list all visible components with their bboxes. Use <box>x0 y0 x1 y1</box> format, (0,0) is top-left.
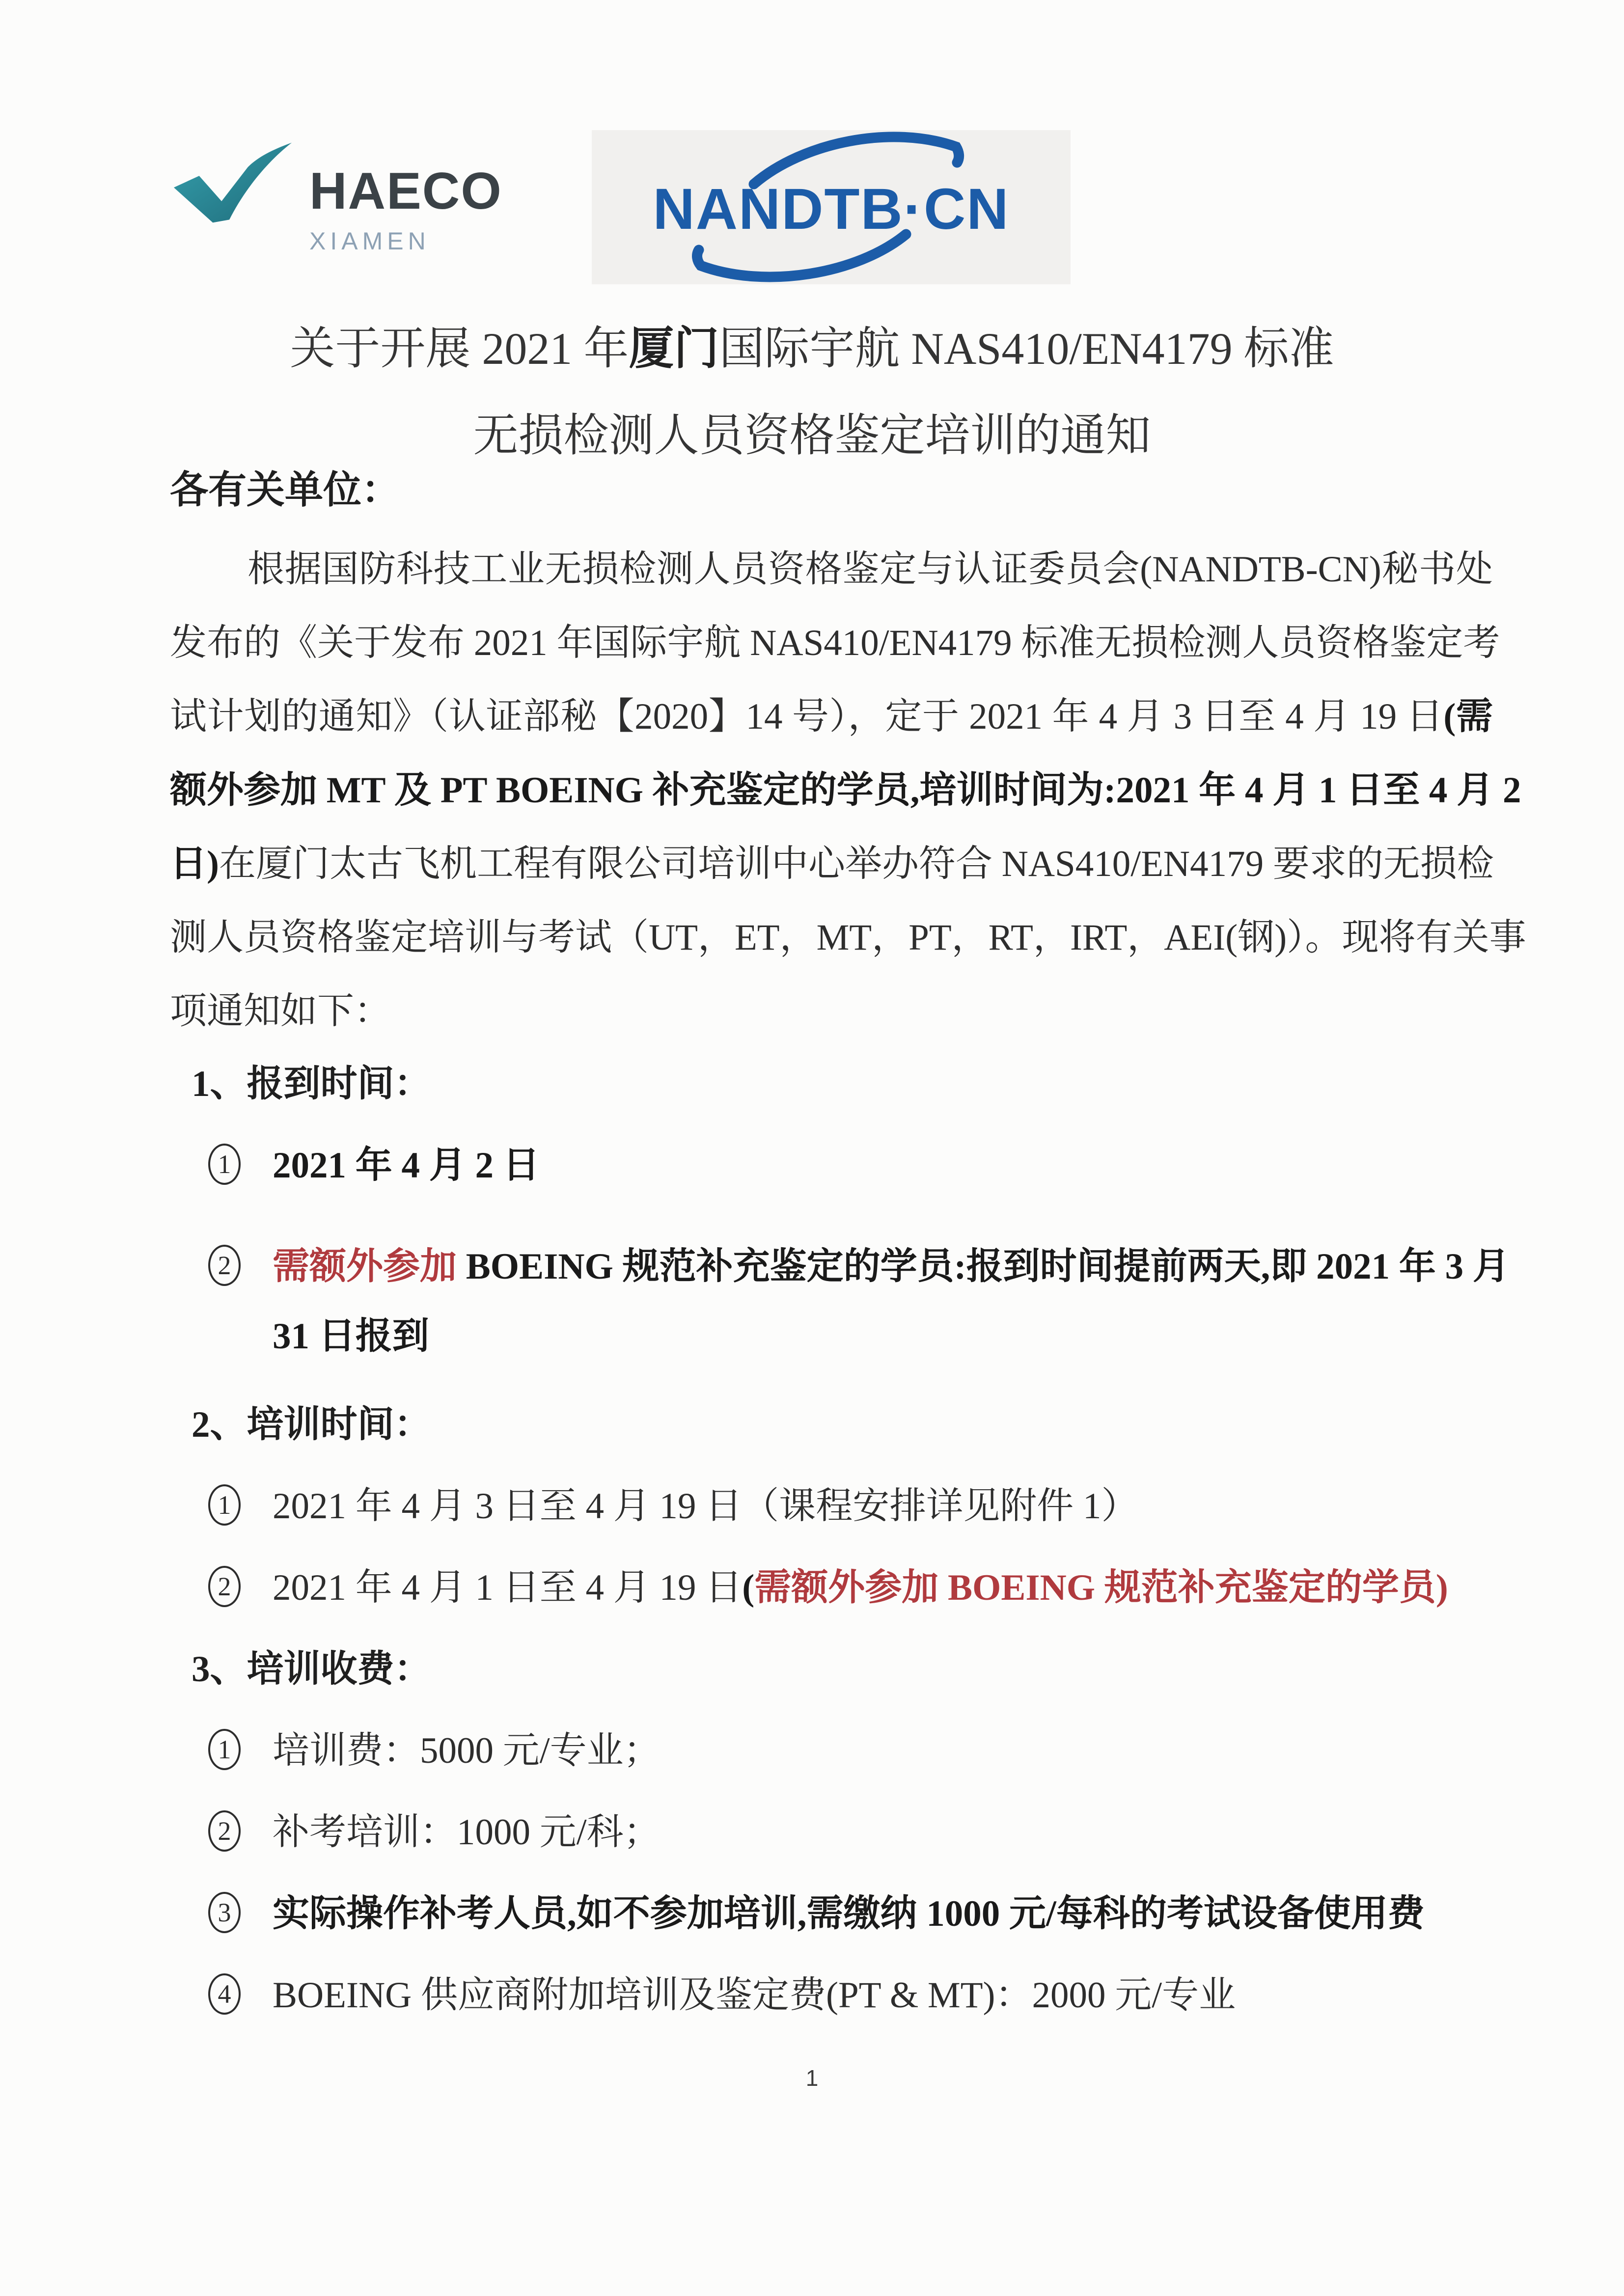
intro-line: 试计划的通知》（认证部秘【2020】14 号），定于 2021 年 4 月 3 日至 4 月 19 日(需 <box>170 696 1493 737</box>
nandtb-logo <box>592 130 1071 284</box>
section-training-time <box>170 1383 1493 1623</box>
circled-number-marker: 2 <box>208 1810 241 1852</box>
nandtb-wordmark: NANDTB·CN <box>653 177 1010 242</box>
item-text: 31 日报到 <box>273 1316 429 1357</box>
item-text: BOEING 供应商附加培训及鉴定费(PT & MT)：2000 元/专业 <box>273 1975 1236 2016</box>
circled-number-marker: 1 <box>208 1144 241 1185</box>
salutation: 各有关单位： <box>170 468 400 511</box>
circled-number-marker: 1 <box>208 1484 241 1526</box>
title-emphasis: 厦门 <box>629 324 719 374</box>
intro-line: 项通知如下： <box>170 991 391 1032</box>
list-item <box>170 1131 1493 1201</box>
notice-sections <box>170 1049 1510 2042</box>
section-heading: 3、培训收费： <box>192 1649 431 1690</box>
intro-line: 发布的《关于发布 2021 年国际宇航 NAS410/EN4179 标准无损检测人员资格鉴定考 <box>170 623 1500 663</box>
haeco-brand: HAECO <box>309 162 502 220</box>
item-text: 2021 年 4 月 1 日至 4 月 19 日(需额外参加 BOEING 规范补充鉴定的学员) <box>273 1567 1448 1608</box>
page-number: 1 <box>805 2065 819 2091</box>
circled-number-marker: 3 <box>208 1892 241 1933</box>
item-text: 培训费：5000 元/专业； <box>273 1730 661 1771</box>
haeco-subtitle: XIAMEN <box>309 227 430 255</box>
circled-number-marker: 1 <box>208 1729 241 1770</box>
haeco-logo-text <box>309 162 502 255</box>
item-text: 2021 年 4 月 3 日至 4 月 19 日（课程安排详见附件 1） <box>273 1486 1138 1527</box>
circled-number-marker: 2 <box>208 1245 241 1286</box>
list-item <box>170 1212 1510 1371</box>
item-text: 补考培训：1000 元/科； <box>273 1812 661 1853</box>
haeco-checkmark-icon <box>170 141 297 224</box>
haeco-logo <box>170 137 502 255</box>
list-item <box>170 1961 1493 2030</box>
intro-line: 测人员资格鉴定培训与考试（UT，ET，MT，PT，RT，IRT，AEI(钢)）。现将有关事 <box>170 917 1526 958</box>
list-item <box>170 1879 1493 1949</box>
item-text: 实际操作补考人员,如不参加培训,需缴纳 1000 元/每科的考试设备使用费 <box>273 1893 1425 1934</box>
intro-paragraph <box>170 533 1526 1048</box>
circled-number-marker: 4 <box>208 1973 241 2015</box>
section-report-time <box>170 1049 1510 1371</box>
document-title <box>0 305 1624 479</box>
intro-line: 根据国防科技工业无损检测人员资格鉴定与认证委员会(NANDTB-CN)秘书处 <box>248 549 1493 590</box>
list-item <box>170 1553 1493 1623</box>
item-text: 2021 年 4 月 2 日 <box>273 1145 540 1186</box>
intro-line: 日)在厦门太古飞机工程有限公司培训中心举办符合 NAS410/EN4179 要求的无损检 <box>170 844 1494 884</box>
document-title-line1: 关于开展 2021 年厦门国际宇航 NAS410/EN4179 标准 <box>290 324 1334 374</box>
circled-number-marker: 2 <box>208 1566 241 1607</box>
list-item <box>170 1472 1493 1541</box>
list-item <box>170 1798 1493 1867</box>
section-heading: 1、报到时间： <box>192 1064 431 1104</box>
item-text: 需额外参加 BOEING 规范补充鉴定的学员:报到时间提前两天,即 2021 年 3 月 <box>273 1246 1510 1287</box>
document-title-line2: 无损检测人员资格鉴定培训的通知 <box>473 410 1151 461</box>
section-heading: 2、培训时间： <box>192 1404 431 1445</box>
section-training-fees <box>170 1635 1493 2030</box>
list-item <box>170 1716 1493 1786</box>
intro-line: 额外参加 MT 及 PT BOEING 补充鉴定的学员,培训时间为:2021 年 4 月 1 日至 4 月 2 <box>170 770 1521 811</box>
